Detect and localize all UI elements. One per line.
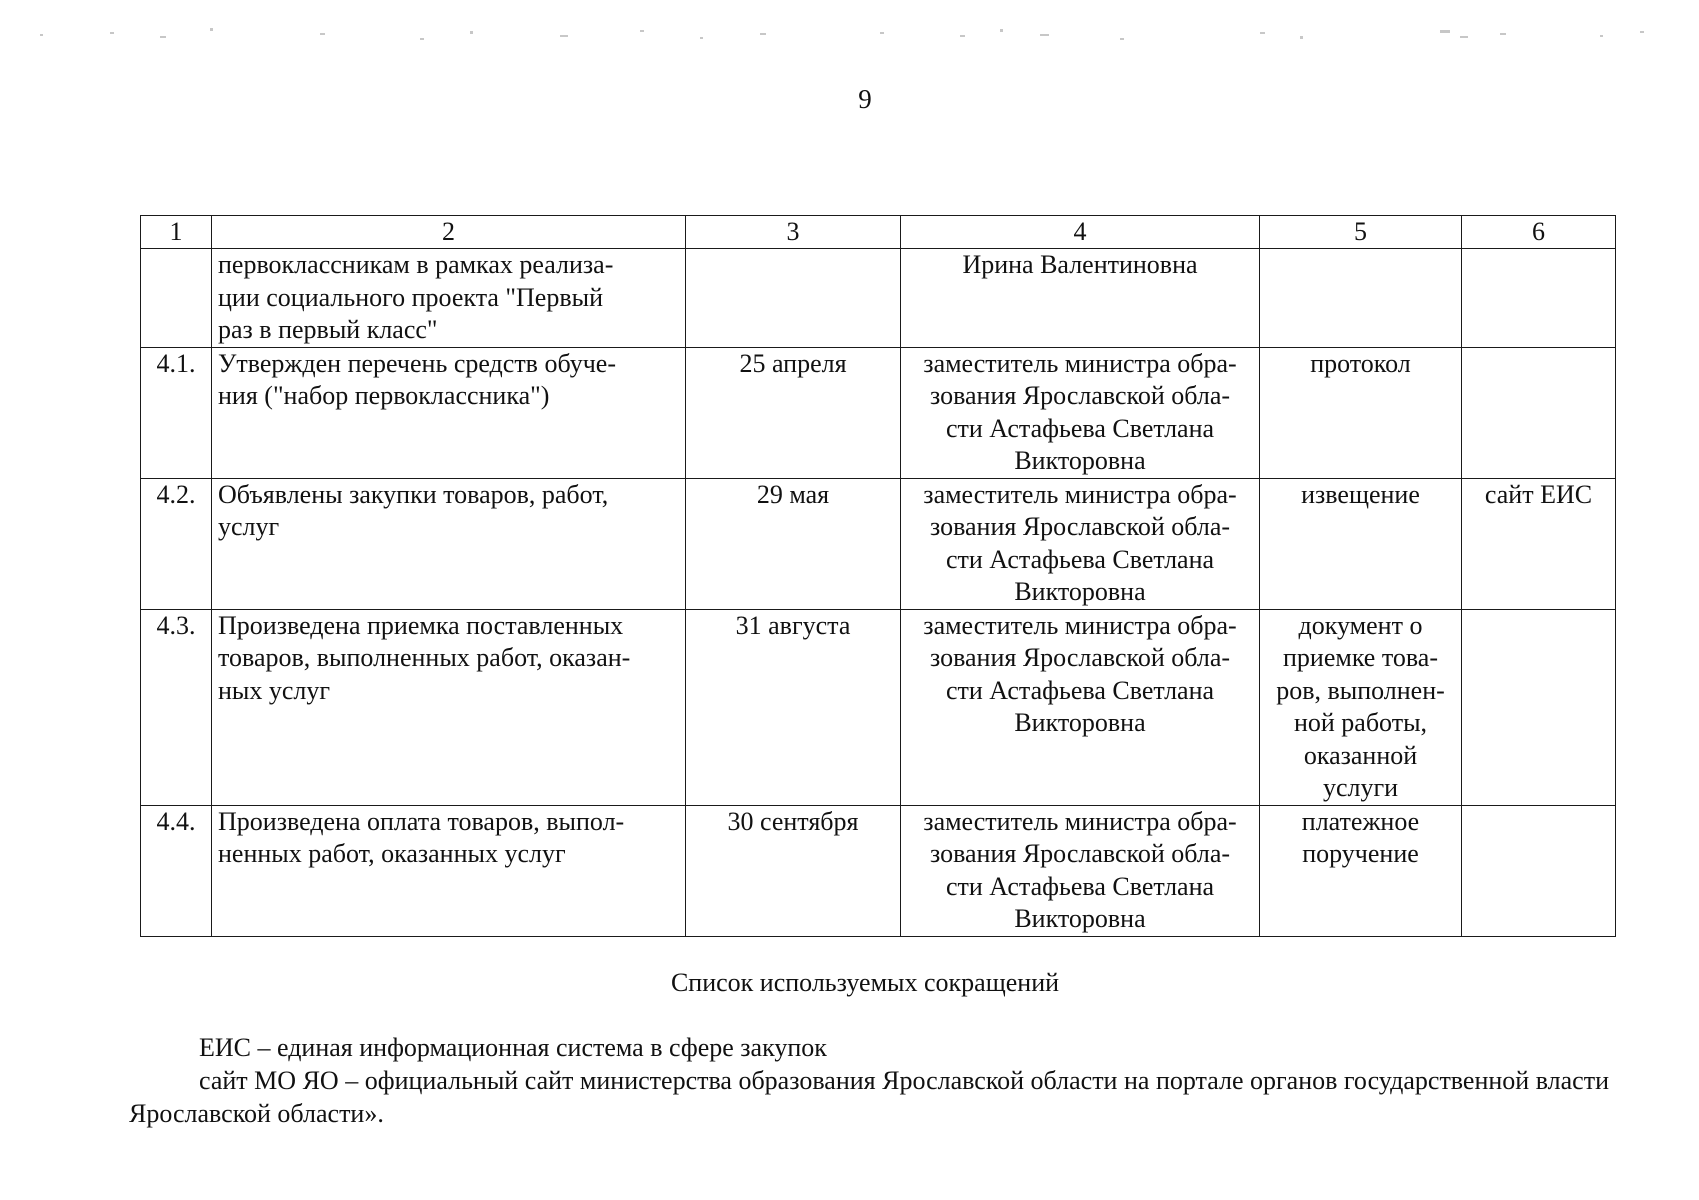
abbreviation-item: сайт МО ЯО – официальный сайт министерства образования Ярославской области на портале органов государственной власти Ярославской области».: [129, 1066, 1609, 1128]
row-responsible: заместитель министра обра- зования Ярославской обла- сти Астафьева Светлана Викторовна: [901, 347, 1260, 478]
row-document: извещение: [1260, 478, 1462, 609]
row-responsible: Ирина Валентиновна: [901, 249, 1260, 348]
row-deadline: 30 сентября: [686, 805, 901, 936]
row-number: 4.4.: [141, 805, 212, 936]
table-row: [141, 609, 1616, 805]
abbreviations-list: [129, 1031, 1609, 1130]
row-number: 4.2.: [141, 478, 212, 609]
abbreviation-item: ЕИС – единая информационная система в сфере закупок: [199, 1033, 827, 1062]
table-header-row: [141, 216, 1616, 249]
row-deadline: 29 мая: [686, 478, 901, 609]
column-header: 3: [686, 216, 901, 249]
table-row: [141, 478, 1616, 609]
column-header: 2: [212, 216, 686, 249]
column-header: 1: [141, 216, 212, 249]
row-place: [1462, 347, 1616, 478]
row-number: 4.3.: [141, 609, 212, 805]
row-responsible: заместитель министра обра- зования Ярославской обла- сти Астафьева Светлана Викторовна: [901, 478, 1260, 609]
row-responsible: заместитель министра обра- зования Ярославской обла- сти Астафьева Светлана Викторовна: [901, 805, 1260, 936]
page-number: 9: [858, 84, 872, 114]
row-action: Объявлены закупки товаров, работ, услуг: [212, 478, 686, 609]
table-row: [141, 249, 1616, 348]
row-document: [1260, 249, 1462, 348]
row-document: протокол: [1260, 347, 1462, 478]
row-number: [141, 249, 212, 348]
table-row: [141, 805, 1616, 936]
row-deadline: 25 апреля: [686, 347, 901, 478]
plan-table: [140, 215, 1616, 937]
row-action: первоклассникам в рамках реализа- ции социального проекта "Первый раз в первый класс": [212, 249, 686, 348]
row-number: 4.1.: [141, 347, 212, 478]
abbreviations-title: Список используемых сокращений: [670, 968, 1060, 997]
row-document: платежное поручение: [1260, 805, 1462, 936]
row-place: [1462, 609, 1616, 805]
row-place: [1462, 805, 1616, 936]
row-action: Произведена оплата товаров, выпол- ненных работ, оказанных услуг: [212, 805, 686, 936]
column-header: 5: [1260, 216, 1462, 249]
row-responsible: заместитель министра обра- зования Ярославской обла- сти Астафьева Светлана Викторовна: [901, 609, 1260, 805]
column-header: 6: [1462, 216, 1616, 249]
row-deadline: [686, 249, 901, 348]
row-deadline: 31 августа: [686, 609, 901, 805]
row-place: [1462, 249, 1616, 348]
scan-noise-strip: [0, 14, 1699, 54]
row-place: сайт ЕИС: [1462, 478, 1616, 609]
column-header: 4: [901, 216, 1260, 249]
row-document: документ о приемке това- ров, выполнен- ной работы, оказанной услуги: [1260, 609, 1462, 805]
table-row: [141, 347, 1616, 478]
row-action: Произведена приемка поставленных товаров, выполненных работ, оказан- ных услуг: [212, 609, 686, 805]
row-action: Утвержден перечень средств обуче- ния ("набор первоклассника"): [212, 347, 686, 478]
